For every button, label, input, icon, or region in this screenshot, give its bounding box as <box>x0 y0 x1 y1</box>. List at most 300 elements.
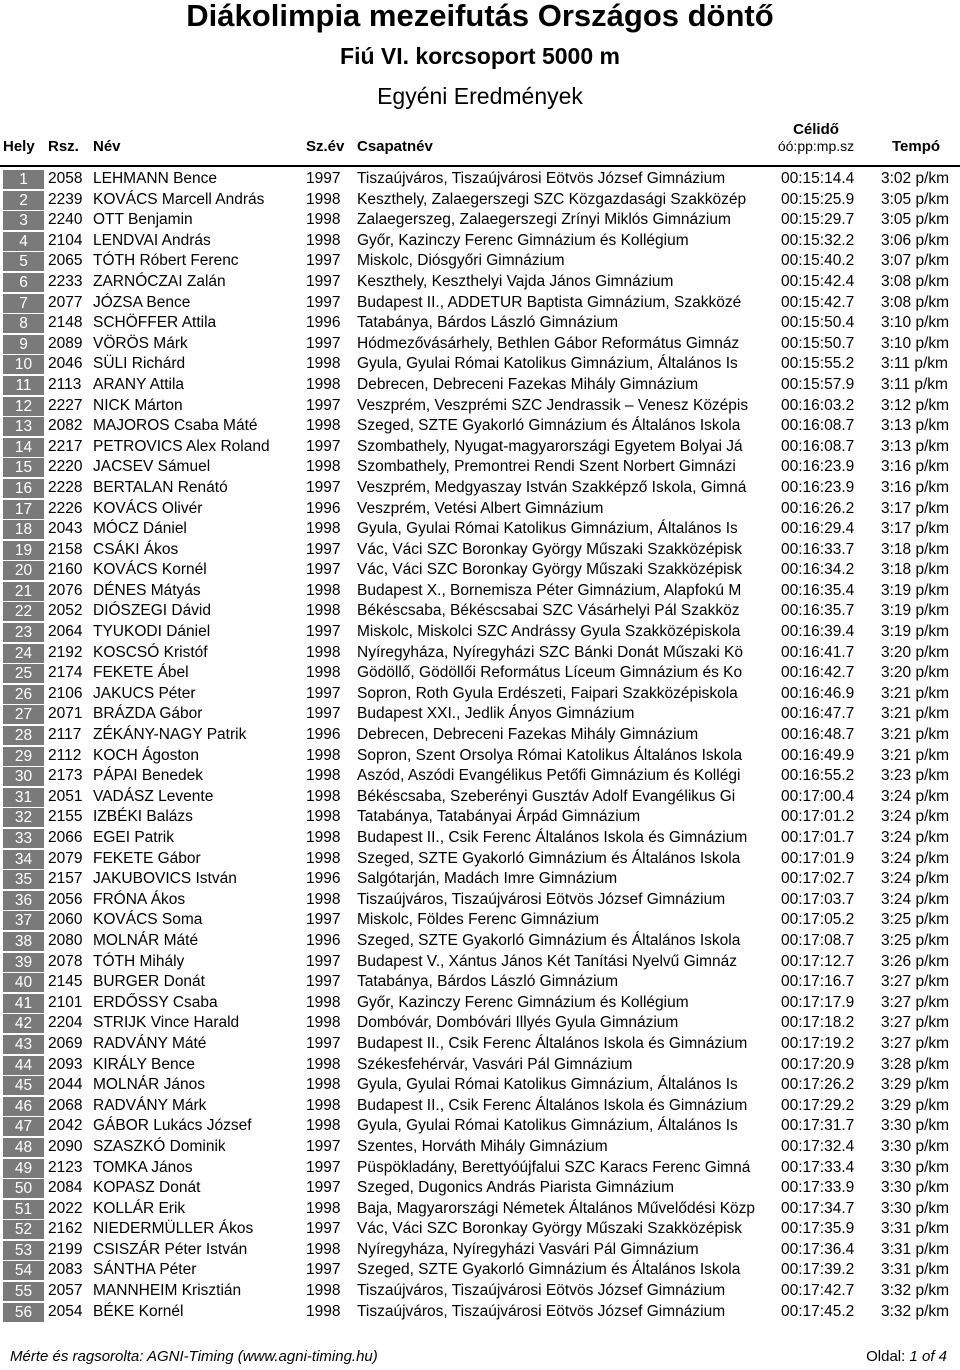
cell-team: Vác, Váci SZC Boronkay György Műszaki Szakközépisk <box>357 1220 743 1238</box>
cell-year: 1997 <box>306 170 341 187</box>
cell-team: Győr, Kazinczy Ferenc Gimnázium és Kollégium <box>357 993 689 1011</box>
cell-place: 38 <box>3 932 44 952</box>
cell-team: Miskolc, Miskolci SZC Andrássy Gyula Szakközépiskola <box>357 623 741 641</box>
cell-team: Sopron, Szent Orsolya Római Katolikus Általános Iskola <box>357 746 743 764</box>
cell-place: 2 <box>3 191 44 211</box>
cell-place: 19 <box>3 541 44 561</box>
cell-name: KOPASZ Donát <box>93 1179 201 1197</box>
cell-finish-time: 00:17:01.7 <box>781 829 855 846</box>
cell-bib: 2162 <box>48 1220 83 1238</box>
cell-name: MOLNÁR János <box>93 1076 205 1094</box>
cell-place: 10 <box>3 355 44 375</box>
cell-bib: 2233 <box>48 272 83 290</box>
cell-name: FEKETE Gábor <box>93 849 201 867</box>
cell-team: Keszthely, Zalaegerszegi SZC Közgazdasági Szakközép <box>357 190 747 208</box>
cell-name: KIRÁLY Bence <box>93 1055 195 1073</box>
cell-team: Szeged, SZTE Gyakorló Gimnázium és Általános Iskola <box>357 931 741 949</box>
table-row <box>0 581 960 602</box>
column-header-pace: Tempó <box>892 138 941 155</box>
table-row <box>0 601 960 622</box>
cell-finish-time: 00:16:08.7 <box>781 437 855 455</box>
cell-pace: 3:19 p/km <box>881 581 950 599</box>
cell-pace: 3:30 p/km <box>881 1199 950 1217</box>
cell-name: IZBÉKI Balázs <box>93 808 193 826</box>
cell-finish-time: 00:16:34.2 <box>781 561 855 579</box>
cell-team: Nyíregyháza, Nyíregyházi SZC Bánki Donát Műszaki Kö <box>357 643 743 661</box>
cell-team: Miskolc, Földes Ferenc Gimnázium <box>357 911 600 929</box>
cell-finish-time: 00:15:32.2 <box>781 231 855 249</box>
cell-name: OTT Benjamin <box>93 211 193 229</box>
cell-team: Püspökladány, Berettyóújfalui SZC Karacs Ferenc Gimná <box>357 1158 751 1176</box>
cell-year: 1997 <box>306 705 341 723</box>
cell-year: 1997 <box>306 1158 341 1176</box>
cell-bib: 2112 <box>48 746 82 764</box>
cell-finish-time: 00:17:17.9 <box>781 993 855 1011</box>
cell-place: 51 <box>3 1200 44 1220</box>
table-row <box>0 1034 960 1055</box>
table-row <box>0 1178 960 1199</box>
cell-bib: 2228 <box>48 478 83 496</box>
cell-place: 33 <box>3 829 44 849</box>
cell-finish-time: 00:17:05.2 <box>781 911 855 929</box>
cell-finish-time: 00:17:18.2 <box>781 1014 855 1032</box>
cell-place: 26 <box>3 685 44 705</box>
cell-year: 1998 <box>306 1014 341 1032</box>
table-row <box>0 1096 960 1117</box>
cell-year: 1998 <box>306 1282 341 1300</box>
cell-place: 35 <box>3 870 44 890</box>
cell-place: 7 <box>3 294 44 314</box>
cell-bib: 2089 <box>48 334 83 352</box>
table-row <box>0 1137 960 1158</box>
cell-pace: 3:16 p/km <box>881 458 950 476</box>
cell-finish-time: 00:17:08.7 <box>781 931 855 949</box>
cell-bib: 2054 <box>48 1302 83 1320</box>
cell-finish-time: 00:15:57.9 <box>781 375 855 393</box>
cell-bib: 2046 <box>48 355 83 373</box>
page-label: Oldal: <box>866 1348 906 1365</box>
cell-finish-time: 00:16:41.7 <box>781 643 855 661</box>
cell-place: 44 <box>3 1056 44 1076</box>
cell-place: 4 <box>3 232 44 252</box>
table-row <box>0 272 960 293</box>
cell-place: 21 <box>3 582 44 602</box>
table-row <box>0 1199 960 1220</box>
cell-name: PÁPAI Benedek <box>93 767 204 785</box>
cell-year: 1998 <box>306 375 341 393</box>
cell-name: DÉNES Mátyás <box>93 581 201 599</box>
table-row <box>0 1219 960 1240</box>
cell-name: SÜLI Richárd <box>93 355 186 373</box>
cell-bib: 2060 <box>48 911 83 929</box>
cell-year: 1998 <box>306 190 341 208</box>
table-row <box>0 1260 960 1281</box>
finish-time-label: Célidő <box>793 121 839 138</box>
cell-pace: 3:13 p/km <box>881 417 950 435</box>
cell-year: 1998 <box>306 1096 341 1114</box>
table-row <box>0 210 960 231</box>
cell-name: KOSCSÓ Kristóf <box>93 643 208 661</box>
cell-team: Budapest II., Csik Ferenc Általános Iskola és Gimnázium <box>357 1034 748 1052</box>
cell-pace: 3:19 p/km <box>881 623 950 641</box>
cell-finish-time: 00:16:47.7 <box>781 705 855 723</box>
cell-team: Tiszaújváros, Tiszaújvárosi Eötvös József Gimnázium <box>357 170 726 187</box>
cell-place: 3 <box>3 211 44 231</box>
cell-finish-time: 00:15:55.2 <box>781 355 855 373</box>
page-subtitle: Fiú VI. korcsoport 5000 m <box>340 43 620 69</box>
cell-team: Budapest X., Bornemisza Péter Gimnázium, Alapfokú M <box>357 581 742 599</box>
cell-bib: 2220 <box>48 458 83 476</box>
cell-bib: 2076 <box>48 581 83 599</box>
cell-bib: 2226 <box>48 499 83 517</box>
timing-credit: Mérte és ragsorolta: AGNI-Timing (www.agni-timing.hu) <box>10 1348 378 1365</box>
cell-finish-time: 00:17:12.7 <box>781 952 855 970</box>
cell-finish-time: 00:17:20.9 <box>781 1055 855 1073</box>
cell-team: Nyíregyháza, Nyíregyházi Vasvári Pál Gimnázium <box>357 1240 699 1258</box>
cell-team: Gyula, Gyulai Római Katolikus Gimnázium, Általános Is <box>357 355 738 373</box>
cell-team: Szeged, Dugonics András Piarista Gimnázium <box>357 1179 675 1197</box>
table-header <box>0 121 960 168</box>
cell-place: 22 <box>3 602 44 622</box>
cell-bib: 2117 <box>48 726 82 744</box>
cell-bib: 2065 <box>48 252 83 270</box>
cell-place: 20 <box>3 561 44 581</box>
cell-place: 46 <box>3 1097 44 1117</box>
cell-name: BRÁZDA Gábor <box>93 705 203 723</box>
cell-place: 23 <box>3 623 44 643</box>
cell-name: BERTALAN Renátó <box>93 478 228 496</box>
cell-pace: 3:21 p/km <box>881 746 950 764</box>
cell-name: PETROVICS Alex Roland <box>93 437 270 455</box>
cell-pace: 3:11 p/km <box>881 375 948 393</box>
cell-place: 54 <box>3 1261 44 1281</box>
cell-pace: 3:30 p/km <box>881 1137 950 1155</box>
table-row <box>0 190 960 211</box>
cell-bib: 2217 <box>48 437 83 455</box>
table-row <box>0 890 960 911</box>
cell-bib: 2113 <box>48 375 82 393</box>
cell-year: 1997 <box>306 973 341 991</box>
cell-bib: 2071 <box>48 705 83 723</box>
cell-year: 1996 <box>306 931 341 949</box>
cell-bib: 2155 <box>48 808 83 826</box>
table-row <box>0 540 960 561</box>
cell-name: MOLNÁR Máté <box>93 931 199 949</box>
cell-bib: 2082 <box>48 417 83 435</box>
cell-place: 55 <box>3 1282 44 1302</box>
cell-place: 43 <box>3 1035 44 1055</box>
cell-year: 1996 <box>306 870 341 888</box>
cell-place: 28 <box>3 726 44 746</box>
header-divider <box>0 165 960 167</box>
cell-year: 1998 <box>306 458 341 476</box>
table-row <box>0 766 960 787</box>
cell-name: FEKETE Ábel <box>93 664 189 682</box>
cell-pace: 3:24 p/km <box>881 849 950 867</box>
cell-pace: 3:17 p/km <box>881 520 950 538</box>
cell-bib: 2056 <box>48 890 83 908</box>
cell-pace: 3:17 p/km <box>881 499 950 517</box>
cell-finish-time: 00:16:39.4 <box>781 623 855 641</box>
table-row <box>0 354 960 375</box>
cell-name: ZÉKÁNY-NAGY Patrik <box>93 726 247 744</box>
table-row <box>0 622 960 643</box>
cell-pace: 3:31 p/km <box>881 1261 950 1279</box>
cell-bib: 2148 <box>48 314 83 332</box>
column-header-name: Név <box>93 138 121 155</box>
cell-finish-time: 00:15:29.7 <box>781 211 855 229</box>
cell-bib: 2084 <box>48 1179 83 1197</box>
cell-team: Zalaegerszeg, Zalaegerszegi Zrínyi Miklós Gimnázium <box>357 211 731 229</box>
cell-team: Veszprém, Vetési Albert Gimnázium <box>357 499 604 517</box>
cell-year: 1998 <box>306 211 341 229</box>
cell-finish-time: 00:16:46.9 <box>781 684 855 702</box>
cell-team: Vác, Váci SZC Boronkay György Műszaki Szakközépisk <box>357 561 743 579</box>
cell-bib: 2051 <box>48 787 83 805</box>
cell-name: DIÓSZEGI Dávid <box>93 602 211 620</box>
cell-finish-time: 00:17:35.9 <box>781 1220 855 1238</box>
cell-bib: 2022 <box>48 1199 83 1217</box>
cell-finish-time: 00:17:19.2 <box>781 1034 855 1052</box>
table-row <box>0 972 960 993</box>
cell-finish-time: 00:16:48.7 <box>781 726 855 744</box>
cell-pace: 3:11 p/km <box>881 355 948 373</box>
cell-name: SÁNTHA Péter <box>93 1261 197 1279</box>
cell-name: CSISZÁR Péter István <box>93 1240 248 1258</box>
table-row <box>0 313 960 334</box>
cell-year: 1998 <box>306 1302 341 1320</box>
cell-finish-time: 00:16:26.2 <box>781 499 855 517</box>
cell-finish-time: 00:15:40.2 <box>781 252 855 270</box>
cell-place: 53 <box>3 1241 44 1261</box>
cell-team: Tatabánya, Bárdos László Gimnázium <box>357 973 619 991</box>
cell-name: RADVÁNY Márk <box>93 1096 207 1114</box>
table-row <box>0 931 960 952</box>
table-row <box>0 375 960 396</box>
cell-place: 40 <box>3 973 44 993</box>
cell-finish-time: 00:17:33.9 <box>781 1179 855 1197</box>
cell-pace: 3:16 p/km <box>881 478 950 496</box>
cell-year: 1998 <box>306 849 341 867</box>
cell-pace: 3:32 p/km <box>881 1302 950 1320</box>
table-row <box>0 1013 960 1034</box>
cell-year: 1998 <box>306 417 341 435</box>
cell-bib: 2240 <box>48 211 83 229</box>
cell-finish-time: 00:16:03.2 <box>781 396 855 414</box>
cell-bib: 2101 <box>48 993 83 1011</box>
table-row <box>0 993 960 1014</box>
cell-bib: 2192 <box>48 643 83 661</box>
cell-pace: 3:27 p/km <box>881 1014 950 1032</box>
cell-year: 1998 <box>306 1240 341 1258</box>
cell-team: Tatabánya, Tatabányai Árpád Gimnázium <box>357 808 641 826</box>
table-row <box>0 231 960 252</box>
cell-place: 6 <box>3 273 44 293</box>
table-row <box>0 807 960 828</box>
cell-team: Hódmezővásárhely, Bethlen Gábor Református Gimnáz <box>357 334 740 352</box>
results-heading: Egyéni Eredmények <box>377 83 583 109</box>
cell-pace: 3:27 p/km <box>881 973 950 991</box>
cell-place: 34 <box>3 850 44 870</box>
cell-finish-time: 00:17:42.7 <box>781 1282 855 1300</box>
cell-pace: 3:10 p/km <box>881 334 950 352</box>
cell-name: JÓZSA Bence <box>93 293 191 311</box>
cell-team: Gyula, Gyulai Római Katolikus Gimnázium, Általános Is <box>357 1117 738 1135</box>
cell-year: 1998 <box>306 1076 341 1094</box>
cell-team: Szombathely, Premontrei Rendi Szent Norbert Gimnázi <box>357 458 736 476</box>
cell-team: Keszthely, Keszthelyi Vajda János Gimnázium <box>357 272 674 290</box>
cell-team: Aszód, Aszódi Evangélikus Petőfi Gimnázium és Kollégi <box>357 767 741 785</box>
cell-team: Budapest V., Xántus János Két Tanítási Nyelvű Gimnáz <box>357 952 737 970</box>
cell-year: 1997 <box>306 1034 341 1052</box>
cell-name: KOCH Ágoston <box>93 746 199 764</box>
cell-name: LEHMANN Bence <box>93 170 218 187</box>
cell-finish-time: 00:16:29.4 <box>781 520 855 538</box>
cell-name: BURGER Donát <box>93 973 205 991</box>
cell-year: 1998 <box>306 890 341 908</box>
table-row <box>0 499 960 520</box>
cell-bib: 2079 <box>48 849 83 867</box>
cell-year: 1998 <box>306 520 341 538</box>
table-row <box>0 478 960 499</box>
cell-name: KOVÁCS Soma <box>93 911 203 929</box>
cell-pace: 3:08 p/km <box>881 293 950 311</box>
cell-year: 1998 <box>306 602 341 620</box>
table-row <box>0 519 960 540</box>
table-row <box>0 560 960 581</box>
table-row <box>0 416 960 437</box>
table-row <box>0 437 960 458</box>
cell-place: 50 <box>3 1179 44 1199</box>
finish-time-format: óó:pp:mp.sz <box>777 138 855 154</box>
cell-pace: 3:06 p/km <box>881 231 950 249</box>
cell-finish-time: 00:17:29.2 <box>781 1096 855 1114</box>
cell-pace: 3:02 p/km <box>881 170 950 187</box>
cell-place: 45 <box>3 1076 44 1096</box>
cell-bib: 2058 <box>48 170 83 187</box>
cell-finish-time: 00:17:34.7 <box>781 1199 855 1217</box>
cell-bib: 2044 <box>48 1076 83 1094</box>
cell-name: KOVÁCS Marcell András <box>93 190 265 208</box>
cell-pace: 3:31 p/km <box>881 1240 950 1258</box>
cell-place: 30 <box>3 767 44 787</box>
cell-bib: 2090 <box>48 1137 83 1155</box>
cell-pace: 3:32 p/km <box>881 1282 950 1300</box>
cell-team: Budapest II., Csik Ferenc Általános Iskola és Gimnázium <box>357 1096 748 1114</box>
cell-team: Dombóvár, Dombóvári Illyés Gyula Gimnázium <box>357 1014 679 1032</box>
table-row <box>0 869 960 890</box>
cell-place: 56 <box>3 1303 44 1323</box>
cell-pace: 3:31 p/km <box>881 1220 950 1238</box>
cell-team: Baja, Magyarországi Németek Általános Művelődési Közp <box>357 1199 756 1217</box>
table-row <box>0 396 960 417</box>
cell-finish-time: 00:17:00.4 <box>781 787 855 805</box>
cell-place: 13 <box>3 417 44 437</box>
cell-name: ZARNÓCZAI Zalán <box>93 272 226 290</box>
cell-bib: 2174 <box>48 664 83 682</box>
cell-bib: 2042 <box>48 1117 83 1135</box>
cell-pace: 3:27 p/km <box>881 1034 950 1052</box>
cell-finish-time: 00:16:55.2 <box>781 767 855 785</box>
cell-place: 32 <box>3 808 44 828</box>
cell-team: Békéscsaba, Szeberényi Gusztáv Adolf Evangélikus Gi <box>357 787 736 805</box>
cell-name: RADVÁNY Máté <box>93 1034 207 1052</box>
cell-place: 5 <box>3 252 44 272</box>
table-row <box>0 293 960 314</box>
cell-name: KOVÁCS Olivér <box>93 499 203 517</box>
column-header-bib: Rsz. <box>48 138 79 155</box>
cell-team: Gyula, Gyulai Római Katolikus Gimnázium, Általános Is <box>357 520 738 538</box>
column-header-finish-time <box>770 121 862 154</box>
cell-pace: 3:21 p/km <box>881 684 950 702</box>
cell-finish-time: 00:17:16.7 <box>781 973 855 991</box>
table-row <box>0 849 960 870</box>
cell-team: Veszprém, Medgyaszay István Szakképző Iskola, Gimná <box>357 478 747 496</box>
cell-pace: 3:30 p/km <box>881 1117 950 1135</box>
cell-bib: 2068 <box>48 1096 83 1114</box>
cell-year: 1997 <box>306 293 341 311</box>
table-row <box>0 1116 960 1137</box>
cell-name: JAKUCS Péter <box>93 684 196 702</box>
cell-year: 1996 <box>306 499 341 517</box>
cell-finish-time: 00:15:25.9 <box>781 190 855 208</box>
table-row <box>0 663 960 684</box>
cell-year: 1997 <box>306 478 341 496</box>
cell-name: BÉKE Kornél <box>93 1302 184 1320</box>
cell-year: 1997 <box>306 540 341 558</box>
cell-year: 1998 <box>306 1117 341 1135</box>
cell-bib: 2157 <box>48 870 83 888</box>
cell-place: 25 <box>3 664 44 684</box>
cell-place: 11 <box>3 376 44 396</box>
table-row <box>0 643 960 664</box>
cell-place: 47 <box>3 1117 44 1137</box>
cell-year: 1996 <box>306 726 341 744</box>
cell-bib: 2173 <box>48 767 83 785</box>
cell-bib: 2104 <box>48 231 83 249</box>
table-row <box>0 787 960 808</box>
cell-pace: 3:20 p/km <box>881 643 950 661</box>
cell-bib: 2239 <box>48 190 83 208</box>
cell-team: Tiszaújváros, Tiszaújvárosi Eötvös József Gimnázium <box>357 890 726 908</box>
cell-year: 1997 <box>306 437 341 455</box>
cell-year: 1997 <box>306 911 341 929</box>
cell-name: SZASZKÓ Dominik <box>93 1137 226 1155</box>
table-row <box>0 952 960 973</box>
cell-name: TÓTH Mihály <box>93 952 185 970</box>
cell-bib: 2227 <box>48 396 83 414</box>
table-row <box>0 1158 960 1179</box>
table-row <box>0 334 960 355</box>
cell-team: Budapest XXI., Jedlik Ányos Gimnázium <box>357 705 635 723</box>
cell-team: Tiszaújváros, Tiszaújvárosi Eötvös József Gimnázium <box>357 1282 726 1300</box>
cell-pace: 3:24 p/km <box>881 870 950 888</box>
cell-place: 42 <box>3 1014 44 1034</box>
cell-place: 12 <box>3 397 44 417</box>
cell-finish-time: 00:17:01.2 <box>781 808 855 826</box>
cell-year: 1997 <box>306 1179 341 1197</box>
cell-pace: 3:21 p/km <box>881 705 950 723</box>
cell-place: 18 <box>3 520 44 540</box>
cell-place: 41 <box>3 994 44 1014</box>
table-row <box>0 828 960 849</box>
cell-finish-time: 00:17:32.4 <box>781 1137 855 1155</box>
cell-finish-time: 00:17:45.2 <box>781 1302 855 1320</box>
cell-place: 8 <box>3 314 44 334</box>
cell-team: Budapest II., ADDETUR Baptista Gimnázium, Szakközé <box>357 293 742 311</box>
table-row <box>0 1302 960 1323</box>
cell-name: TYUKODI Dániel <box>93 623 211 641</box>
